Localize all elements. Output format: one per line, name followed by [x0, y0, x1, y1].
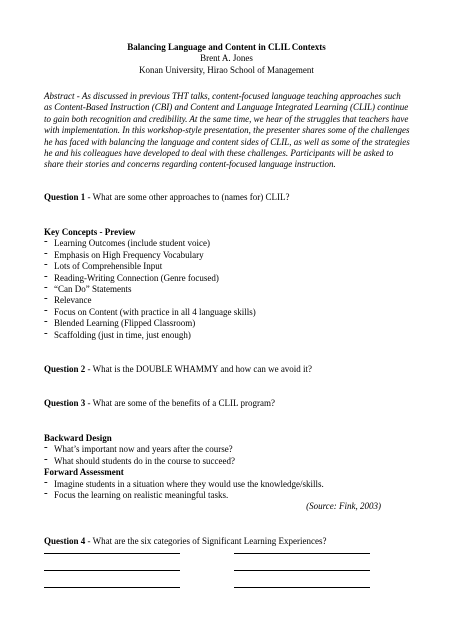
document-header: [0, 42, 453, 76]
question-4-label: Question 4: [44, 536, 86, 546]
answer-line[interactable]: [44, 553, 180, 554]
question-4-text: - What are the six categories of Significant Learning Experiences?: [85, 536, 327, 546]
question-3-text: - What are some of the benefits of a CLIL program?: [85, 398, 275, 408]
document-title: Balancing Language and Content in CLIL Contexts: [127, 42, 326, 52]
question-2-label: Question 2: [44, 364, 86, 374]
question-1: [44, 192, 410, 203]
question-1-label: Question 1: [44, 192, 86, 202]
answer-line[interactable]: [234, 587, 370, 588]
source-citation: (Source: Fink, 2003): [306, 501, 381, 511]
backward-design-list: [44, 444, 410, 467]
list-item: - What should students do in the course to succeed?: [44, 456, 410, 467]
question-1-text: - What are some other approaches to (names for) CLIL?: [85, 192, 290, 202]
list-item: - Relevance: [44, 295, 410, 306]
list-item: - Lots of Comprehensible Input: [44, 261, 410, 272]
question-2-text: - What is the DOUBLE WHAMMY and how can we avoid it?: [85, 364, 313, 374]
key-concepts-heading: Key Concepts - Preview: [44, 227, 136, 237]
backward-design-section: [44, 433, 410, 501]
list-item: - Focus the learning on realistic meaningful tasks.: [44, 490, 410, 501]
answer-line[interactable]: [234, 570, 370, 571]
answer-line[interactable]: [44, 587, 180, 588]
author-affiliation: Konan University, Hirao School of Management: [139, 64, 314, 75]
question-2: [44, 364, 410, 375]
question-3: [44, 398, 410, 409]
forward-assessment-heading: Forward Assessment: [44, 467, 124, 478]
list-item: - Focus on Content (with practice in all 4 language skills): [44, 307, 410, 318]
forward-assessment-list: [44, 479, 410, 502]
answer-line[interactable]: [44, 570, 180, 571]
list-item: - Scaffolding (just in time, just enough): [44, 330, 410, 341]
question-4: [44, 536, 410, 547]
list-item: - What’s important now and years after the course?: [44, 444, 410, 455]
list-item: - Reading-Writing Connection (Genre focused): [44, 273, 410, 284]
backward-design-heading: Backward Design: [44, 433, 112, 443]
list-item: - Blended Learning (Flipped Classroom): [44, 318, 410, 329]
answer-line[interactable]: [234, 553, 370, 554]
question-3-label: Question 3: [44, 398, 86, 408]
list-item: - “Can Do” Statements: [44, 284, 410, 295]
list-item: - Emphasis on High Frequency Vocabulary: [44, 250, 410, 261]
author-name: Brent A. Jones: [200, 53, 253, 64]
key-concepts-list: [44, 238, 410, 341]
key-concepts-section: [44, 227, 410, 341]
list-item: - Learning Outcomes (include student voice): [44, 238, 410, 249]
abstract-paragraph: Abstract - As discussed in previous THT talks, content-focused language teaching approaches such as Content-Based Instruction (CBI) and Content and Language Integrated Learning (CLIL) continue to gain both recognition and credibility. At the same time, we hear of the struggles that teachers have with implementation. In this workshop-style presentation, the presenter shares some of the challenges he has faced with balancing the language and content sides of CLIL, as well as some of the strategies he and his colleagues have developed to deal with these challenges. Participants will be asked to share their stories and concerns regarding content-focused language instruction.: [44, 91, 410, 170]
list-item: - Imagine students in a situation where they would use the knowledge/skills.: [44, 479, 410, 490]
